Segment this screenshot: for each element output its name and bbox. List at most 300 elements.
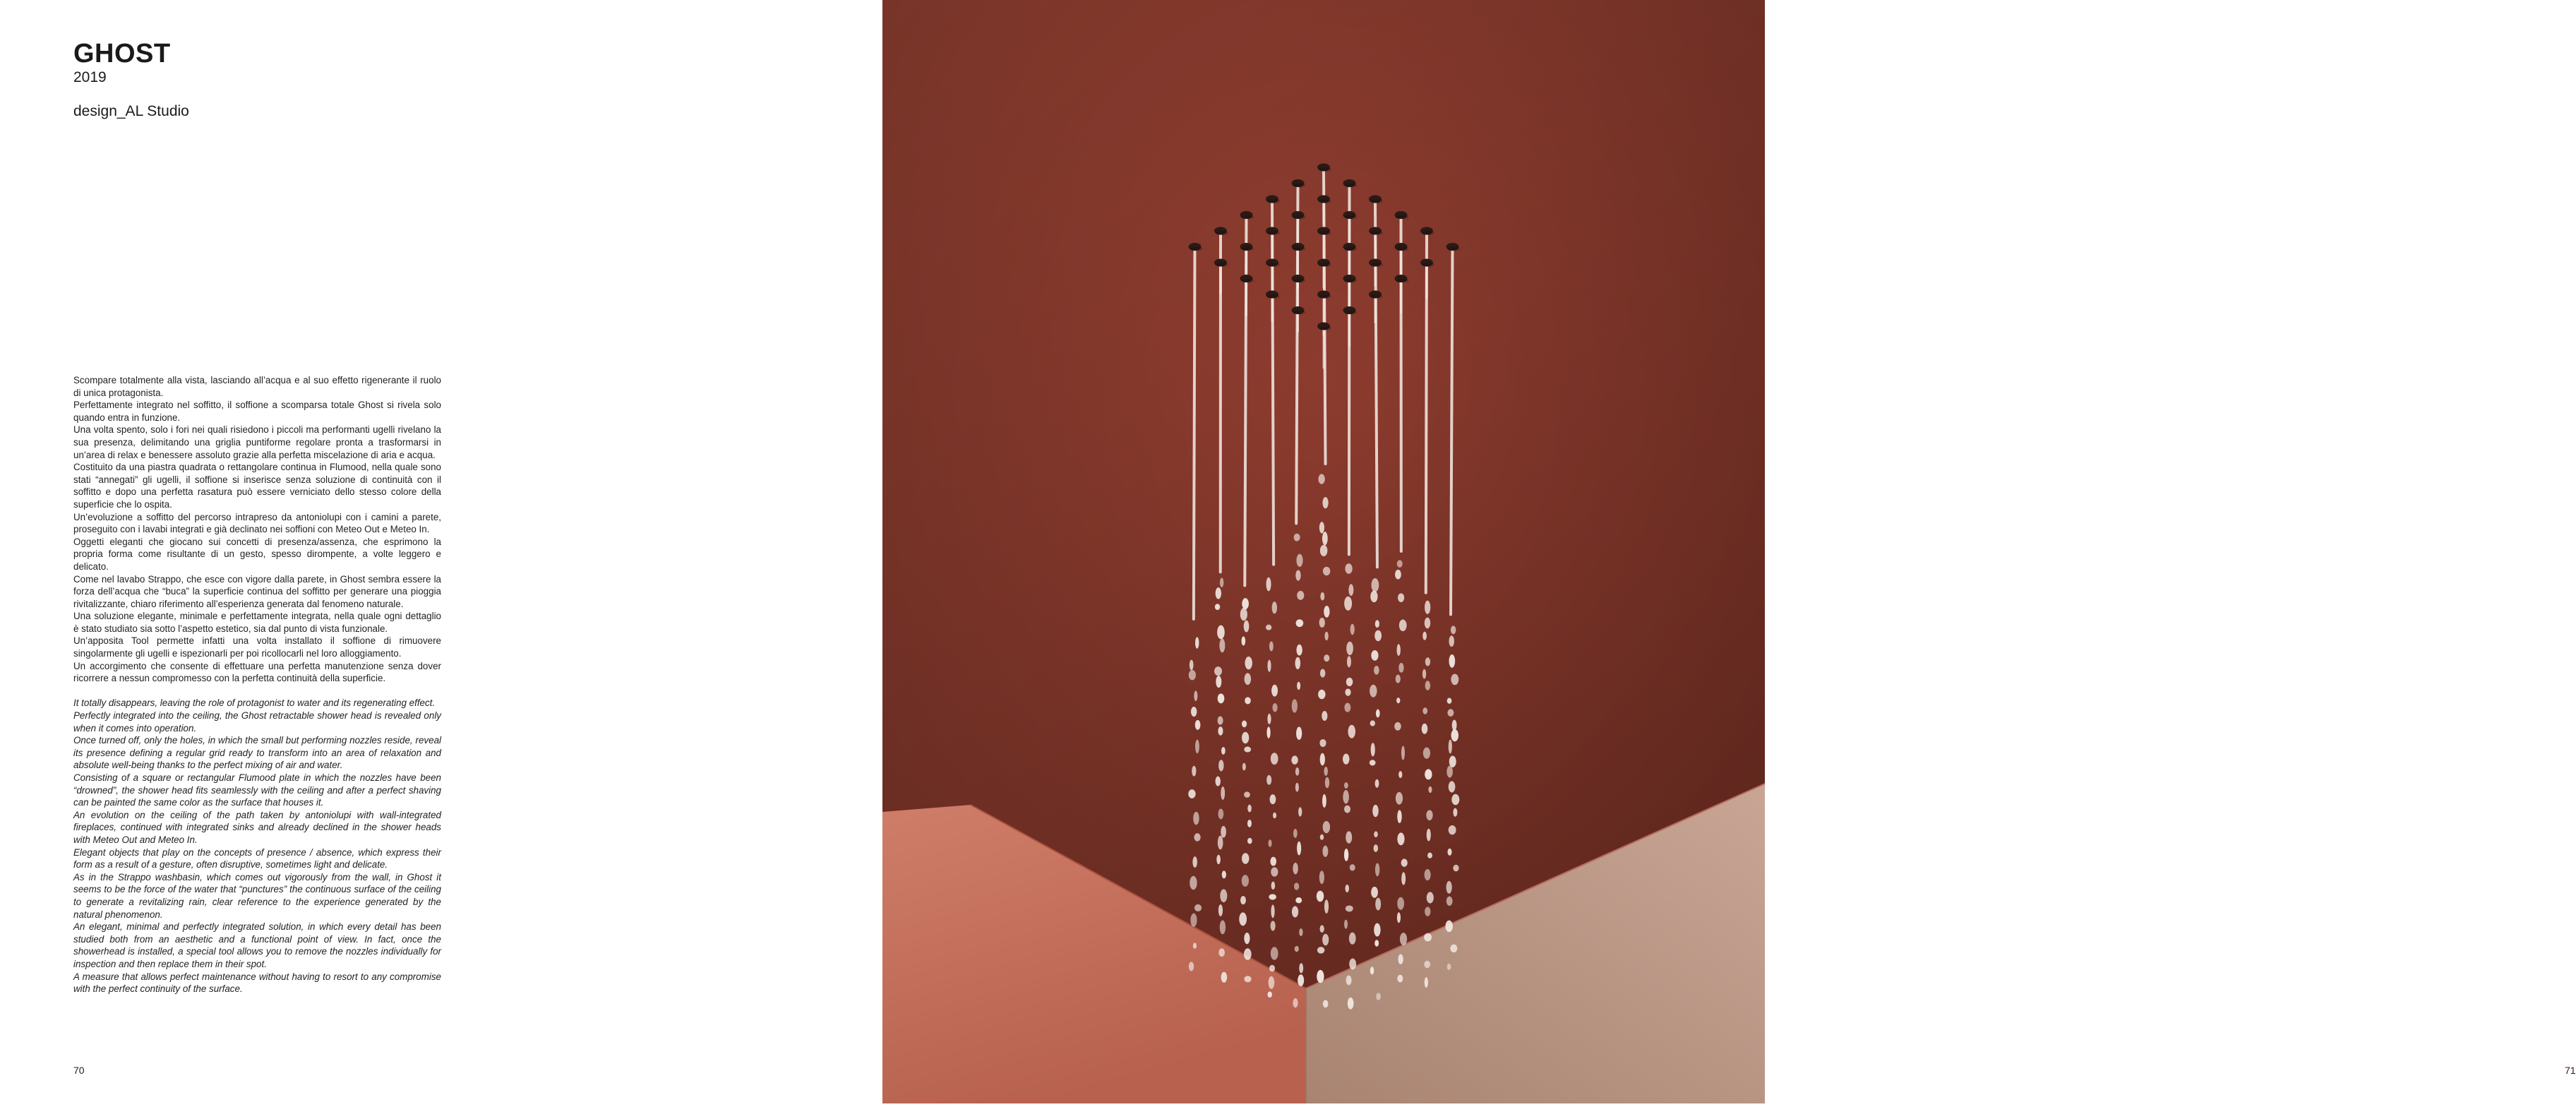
water-droplet: [1272, 602, 1277, 614]
water-droplet: [1220, 920, 1226, 934]
water-droplet: [1425, 869, 1431, 880]
water-droplet: [1346, 678, 1353, 686]
water-droplet: [1448, 849, 1452, 856]
water-droplet: [1347, 656, 1351, 667]
nozzle-shadow: [1396, 215, 1409, 220]
water-droplet: [1268, 991, 1272, 998]
water-droplet: [1370, 967, 1374, 974]
water-droplet: [1371, 578, 1379, 592]
nozzle-shadow: [1370, 199, 1383, 203]
english-paragraph: Once turned off, only the holes, in which the small but performing nozzles reside, reveal its presence defining a regular grid ready to transform into an area of relaxation and absolute well-being thanks to the perfect mixing of air and water.: [73, 734, 441, 772]
water-droplet: [1375, 863, 1379, 876]
water-stream-icon: [1194, 250, 1195, 619]
water-droplet: [1295, 946, 1299, 952]
water-droplet: [1317, 970, 1324, 983]
water-droplet: [1244, 948, 1252, 959]
water-droplet: [1422, 724, 1428, 734]
water-droplet: [1319, 618, 1325, 628]
water-droplet: [1297, 682, 1300, 690]
water-droplet: [1396, 792, 1403, 805]
water-droplet: [1322, 794, 1326, 808]
water-droplet: [1346, 976, 1352, 986]
water-droplet: [1451, 626, 1456, 634]
water-droplet: [1218, 948, 1225, 957]
water-droplet: [1374, 844, 1379, 852]
water-droplet: [1451, 794, 1459, 805]
nozzle-shadow: [1242, 215, 1254, 220]
water-droplet: [1292, 906, 1298, 917]
water-droplet: [1218, 760, 1224, 771]
water-droplet: [1295, 783, 1299, 792]
water-droplet: [1370, 685, 1377, 698]
water-droplet: [1374, 831, 1378, 837]
water-droplet: [1425, 681, 1430, 690]
water-droplet: [1295, 657, 1300, 669]
nozzle-shadow: [1396, 247, 1409, 251]
water-droplet: [1425, 601, 1430, 614]
water-droplet: [1323, 567, 1330, 575]
water-droplet: [1269, 641, 1274, 651]
water-droplet: [1244, 621, 1250, 633]
water-droplet: [1398, 954, 1403, 964]
water-droplet: [1349, 933, 1356, 945]
water-droplet: [1344, 703, 1350, 712]
italian-paragraph: Oggetti eleganti che giocano sui concetti di presenza/assenza, che esprimono la propria forma come risultante di un gesto, spesso dirompente, a volte leggero e delicato.: [73, 536, 441, 573]
water-droplet: [1425, 657, 1430, 666]
water-droplet: [1319, 925, 1324, 933]
water-droplet: [1345, 563, 1352, 574]
water-droplet: [1425, 618, 1430, 629]
water-droplet: [1446, 765, 1453, 777]
italian-paragraph: Un’evoluzione a soffitto del percorso intrapreso da antoniolupi con i camini a parete, proseguito con i lavabi integrati e già declinato nei soffioni con Meteo Out e Meteo In.: [73, 511, 441, 536]
water-droplet: [1397, 897, 1404, 910]
water-droplet: [1245, 697, 1251, 704]
water-droplet: [1422, 707, 1427, 714]
water-droplet: [1242, 875, 1249, 887]
nozzle-shadow: [1267, 231, 1280, 235]
water-droplet: [1297, 591, 1304, 600]
water-droplet: [1318, 690, 1325, 699]
water-droplet: [1398, 663, 1403, 673]
water-droplet: [1449, 825, 1456, 834]
nozzle-shadow: [1242, 247, 1254, 251]
water-droplet: [1374, 666, 1379, 675]
english-paragraph: Perfectly integrated into the ceiling, the Ghost retractable shower head is revealed only when it comes into operation.: [73, 710, 441, 734]
water-droplet: [1269, 839, 1272, 847]
water-droplet: [1242, 720, 1247, 727]
water-droplet: [1447, 964, 1451, 970]
water-droplet: [1221, 747, 1226, 755]
water-droplet: [1425, 906, 1430, 916]
water-droplet: [1322, 532, 1328, 545]
water-droplet: [1216, 587, 1221, 599]
shower-photo-illustration: [882, 0, 1765, 1103]
water-droplet: [1401, 858, 1408, 866]
left-page: [0, 0, 882, 1103]
water-droplet: [1317, 891, 1324, 902]
nozzle-shadow: [1345, 184, 1358, 188]
water-droplet: [1343, 754, 1350, 765]
water-droplet: [1453, 808, 1457, 817]
italian-paragraph: Come nel lavabo Strappo, che esce con vigore dalla parete, in Ghost sembra essere la forza dell’acqua che “buca” la superficie continua del soffitto per generare una pioggia rivitalizzante, chiaro riferimento all’esperienza generata dal fenomeno naturale.: [73, 573, 441, 611]
water-droplet: [1397, 832, 1404, 845]
english-paragraph: Consisting of a square or rectangular Flumood plate in which the nozzles have been “drowned”, the shower head fits seamlessly with the ceiling and after a perfect shaving can be painted the same color as the surface that houses it.: [73, 772, 441, 809]
water-droplet: [1319, 870, 1324, 884]
water-droplet: [1244, 933, 1250, 944]
water-droplet: [1214, 666, 1222, 676]
nozzle-shadow: [1216, 231, 1228, 235]
water-droplet: [1195, 637, 1199, 648]
water-droplet: [1267, 714, 1271, 724]
water-droplet: [1399, 619, 1407, 631]
water-droplet: [1319, 522, 1324, 533]
water-droplet: [1218, 726, 1223, 736]
water-droplet: [1215, 604, 1220, 610]
water-droplet: [1452, 720, 1457, 731]
water-droplet: [1370, 720, 1375, 726]
product-title: GHOST: [73, 40, 171, 69]
nozzle-shadow: [1319, 294, 1331, 299]
water-droplet: [1397, 644, 1401, 656]
water-droplet: [1343, 790, 1349, 803]
water-droplet: [1219, 638, 1225, 652]
water-droplet: [1242, 636, 1246, 645]
water-droplet: [1319, 739, 1326, 747]
water-droplet: [1324, 632, 1328, 640]
water-droplet: [1424, 961, 1430, 968]
water-droplet: [1270, 794, 1276, 804]
water-droplet: [1376, 710, 1380, 718]
water-droplet: [1345, 885, 1348, 892]
nozzle-shadow: [1422, 231, 1434, 235]
water-droplet: [1395, 570, 1401, 580]
water-droplet: [1348, 998, 1354, 1010]
water-droplet: [1222, 870, 1226, 878]
water-droplet: [1271, 882, 1276, 890]
english-paragraph: Elegant objects that play on the concepts of presence / absence, which express their form as a result of a gesture, often disruptive, sometimes light and delicate.: [73, 846, 441, 871]
water-droplet: [1401, 746, 1405, 760]
water-droplet: [1451, 674, 1458, 685]
english-paragraph: An elegant, minimal and perfectly integrated solution, in which every detail has been studied both from an aesthetic and a functional point of view. In fact, once the showerhead is installed, a special tool allows you to remove the nozzles individually for inspection and then replace them in their spot.: [73, 921, 441, 970]
nozzle-shadow: [1319, 326, 1331, 330]
water-droplet: [1397, 810, 1402, 823]
water-droplet: [1221, 786, 1225, 800]
water-droplet: [1320, 753, 1325, 766]
water-droplet: [1375, 898, 1381, 911]
nozzle-shadow: [1370, 231, 1383, 235]
water-droplet: [1271, 904, 1274, 918]
shower-photo: [882, 0, 1765, 1103]
water-droplet: [1371, 887, 1378, 898]
water-droplet: [1451, 729, 1458, 741]
water-droplet: [1218, 693, 1225, 703]
water-droplet: [1190, 876, 1197, 890]
water-droplet: [1425, 769, 1432, 779]
nozzle-shadow: [1422, 263, 1434, 267]
water-droplet: [1191, 707, 1197, 717]
water-droplet: [1346, 642, 1353, 655]
water-droplet: [1294, 534, 1300, 541]
english-paragraph: An evolution on the ceiling of the path taken by antoniolupi with wall-integrated fireplaces, continued with integrated sinks and already declined in the shower heads with Meteo Out and Meteo In.: [73, 809, 441, 846]
water-droplet: [1247, 838, 1252, 844]
water-droplet: [1400, 933, 1407, 945]
water-droplet: [1195, 740, 1199, 754]
water-droplet: [1320, 592, 1324, 601]
water-droplet: [1269, 894, 1276, 899]
nozzle-shadow: [1319, 199, 1331, 203]
water-droplet: [1271, 921, 1276, 931]
water-droplet: [1192, 766, 1196, 777]
water-droplet: [1220, 578, 1223, 587]
water-droplet: [1295, 570, 1300, 580]
water-droplet: [1271, 753, 1278, 765]
water-droplet: [1344, 920, 1348, 929]
water-droplet: [1245, 657, 1252, 669]
nozzle-shadow: [1293, 215, 1306, 220]
nozzle-shadow: [1319, 231, 1331, 235]
water-stream-icon: [1451, 250, 1452, 615]
nozzle-shadow: [1345, 215, 1358, 220]
water-droplet: [1299, 928, 1302, 936]
water-droplet: [1266, 578, 1271, 592]
product-designer: design_AL Studio: [73, 103, 189, 120]
water-droplet: [1324, 654, 1329, 662]
water-droplet: [1242, 853, 1249, 864]
nozzle-shadow: [1267, 199, 1280, 203]
water-droplet: [1446, 881, 1452, 894]
italian-paragraph: Costituito da una piastra quadrata o rettangolare continua in Flumood, nella quale sono stati “annegati” gli ugelli, il soffione si inserisce senza soluzione di continuità con il soffitto e dopo una perfetta rasatura può essere verniciato dello stesso colore della superficie che lo ospita.: [73, 461, 441, 510]
water-droplet: [1239, 912, 1247, 926]
water-droplet: [1346, 905, 1353, 911]
water-droplet: [1324, 606, 1329, 618]
water-droplet: [1297, 842, 1301, 856]
water-droplet: [1193, 812, 1199, 825]
water-droplet: [1344, 782, 1348, 789]
water-droplet: [1295, 767, 1299, 776]
water-droplet: [1188, 789, 1195, 798]
water-droplet: [1298, 974, 1304, 986]
water-droplet: [1318, 474, 1324, 484]
nozzle-shadow: [1370, 263, 1383, 267]
water-droplet: [1323, 821, 1330, 833]
water-droplet: [1217, 626, 1225, 640]
water-droplet: [1426, 810, 1432, 820]
water-droplet: [1273, 813, 1276, 818]
water-droplet: [1271, 867, 1278, 876]
water-droplet: [1394, 722, 1401, 731]
water-droplet: [1350, 864, 1355, 870]
italian-paragraph: Perfettamente integrato nel soffitto, il soffione a scomparsa totale Ghost si rivela solo quando entra in funzione.: [73, 399, 441, 424]
water-droplet: [1396, 674, 1401, 683]
water-droplet: [1320, 834, 1324, 840]
water-droplet: [1424, 933, 1432, 942]
water-droplet: [1348, 584, 1353, 596]
water-droplet: [1244, 976, 1251, 982]
water-droplet: [1447, 698, 1452, 704]
nozzle-shadow: [1448, 247, 1461, 251]
water-droplet: [1346, 831, 1352, 843]
water-droplet: [1374, 940, 1379, 947]
water-droplet: [1189, 670, 1196, 680]
water-droplet: [1296, 727, 1302, 740]
nozzle-shadow: [1293, 247, 1306, 251]
water-droplet: [1449, 654, 1455, 668]
nozzle-shadow: [1293, 311, 1306, 315]
water-droplet: [1322, 497, 1328, 508]
water-droplet: [1344, 806, 1350, 813]
water-droplet: [1401, 872, 1406, 885]
water-droplet: [1447, 709, 1454, 717]
water-droplet: [1344, 849, 1348, 861]
water-droplet: [1398, 593, 1404, 602]
water-droplet: [1293, 863, 1298, 874]
nozzle-shadow: [1293, 279, 1306, 283]
water-droplet: [1398, 771, 1402, 778]
nozzle-shadow: [1267, 294, 1280, 299]
water-droplet: [1324, 899, 1329, 914]
water-droplet: [1345, 688, 1350, 695]
nozzle-shadow: [1293, 184, 1306, 188]
water-droplet: [1195, 720, 1201, 730]
water-droplet: [1427, 892, 1434, 903]
water-droplet: [1293, 998, 1298, 1007]
water-droplet: [1320, 545, 1328, 556]
water-droplet: [1216, 855, 1221, 864]
water-droplet: [1298, 807, 1302, 816]
water-droplet: [1423, 748, 1430, 759]
water-droplet: [1221, 972, 1228, 983]
water-droplet: [1194, 904, 1202, 911]
water-droplet: [1427, 829, 1431, 842]
page-number-left: 70: [73, 1065, 85, 1076]
water-droplet: [1445, 921, 1452, 933]
water-droplet: [1422, 669, 1426, 679]
water-droplet: [1266, 775, 1271, 785]
water-droplet: [1370, 591, 1377, 603]
water-droplet: [1247, 805, 1252, 813]
water-droplet: [1371, 650, 1378, 661]
water-droplet: [1190, 914, 1197, 927]
water-droplet: [1344, 597, 1352, 611]
water-droplet: [1428, 786, 1432, 793]
water-droplet: [1374, 630, 1382, 642]
water-droplet: [1266, 625, 1271, 630]
water-droplet: [1325, 777, 1329, 789]
water-droplet: [1220, 890, 1227, 903]
water-droplet: [1240, 896, 1246, 904]
water-droplet: [1294, 882, 1299, 890]
italian-paragraph: Scompare totalmente alla vista, lasciando all’acqua e al suo effetto rigenerante il ruolo di unica protagonista.: [73, 374, 441, 399]
page-number-right: 71: [2565, 1065, 2576, 1076]
water-droplet: [1194, 833, 1200, 841]
italian-paragraph: Una soluzione elegante, minimale e perfettamente integrata, nella quale ogni dettaglio è stato studiato sia sotto l’aspetto estetico, sia dal punto di vista funzionale.: [73, 610, 441, 635]
water-droplet: [1449, 781, 1456, 792]
water-droplet: [1190, 660, 1194, 671]
product-year: 2019: [73, 69, 107, 86]
water-droplet: [1427, 853, 1432, 858]
water-droplet: [1193, 943, 1197, 948]
nozzle-shadow: [1216, 263, 1228, 267]
water-droplet: [1272, 703, 1277, 712]
water-droplet: [1450, 945, 1457, 952]
nozzle-shadow: [1190, 247, 1203, 251]
water-droplet: [1320, 669, 1326, 678]
water-droplet: [1292, 699, 1298, 712]
water-droplet: [1244, 747, 1251, 753]
water-droplet: [1322, 711, 1327, 721]
water-droplet: [1397, 560, 1403, 568]
water-droplet: [1218, 809, 1223, 820]
nozzle-shadow: [1396, 279, 1409, 283]
water-droplet: [1396, 698, 1400, 703]
water-droplet: [1296, 619, 1304, 627]
italian-paragraph: Un’apposita Tool permette infatti una volta installato il soffione di rimuovere singolarmente gli ugelli e ispezionarli per poi ricollocarli nel loro alloggiamento.: [73, 635, 441, 659]
water-droplet: [1349, 958, 1356, 969]
water-droplet: [1397, 912, 1401, 923]
water-droplet: [1295, 897, 1302, 903]
water-droplet: [1296, 554, 1302, 567]
water-droplet: [1271, 947, 1278, 960]
water-droplet: [1269, 976, 1275, 989]
nozzle-shadow: [1319, 167, 1331, 172]
nozzle-shadow: [1370, 294, 1383, 299]
water-droplet: [1216, 676, 1221, 688]
water-droplet: [1267, 660, 1271, 672]
water-droplet: [1221, 826, 1226, 838]
description-text: [73, 374, 441, 995]
english-paragraph: A measure that allows perfect maintenance without having to resort to any compromise with the perfect continuity of the surface.: [73, 971, 441, 995]
nozzle-shadow: [1267, 263, 1280, 267]
water-droplet: [1397, 975, 1403, 983]
water-droplet: [1317, 947, 1325, 954]
nozzle-shadow: [1345, 247, 1358, 251]
water-droplet: [1271, 685, 1278, 697]
water-droplet: [1449, 740, 1452, 754]
water-droplet: [1242, 763, 1246, 771]
water-droplet: [1242, 732, 1249, 743]
water-droplet: [1244, 791, 1250, 797]
water-droplet: [1218, 836, 1223, 850]
water-droplet: [1348, 725, 1355, 738]
water-droplet: [1218, 717, 1223, 725]
water-droplet: [1372, 805, 1379, 817]
water-droplet: [1242, 598, 1249, 609]
water-droplet: [1324, 767, 1327, 776]
water-droplet: [1245, 673, 1252, 685]
water-droplet: [1425, 977, 1428, 988]
nozzle-shadow: [1345, 311, 1358, 315]
paragraph-gap: [73, 685, 441, 698]
water-droplet: [1323, 1000, 1329, 1007]
water-droplet: [1446, 897, 1453, 906]
water-droplet: [1216, 777, 1221, 786]
water-droplet: [1375, 779, 1379, 788]
water-droplet: [1266, 726, 1270, 738]
water-droplet: [1194, 690, 1197, 701]
italian-paragraph: Un accorgimento che consente di effettuare una perfetta manutenzione senza dover ricorrere a nessun compromesso con la perfetta continuità della superficie.: [73, 660, 441, 685]
water-droplet: [1375, 620, 1379, 628]
english-paragraph: It totally disappears, leaving the role of protagonist to water and its regenerating effect.: [73, 697, 441, 710]
water-droplet: [1322, 934, 1329, 946]
water-droplet: [1374, 923, 1380, 937]
water-droplet: [1370, 760, 1376, 765]
water-droplet: [1291, 755, 1298, 764]
english-paragraph: As in the Strappo washbasin, which comes out vigorously from the wall, in Ghost it seems to be the force of the water that “punctures” the continuous surface of the ceiling to generate a revitalizing rain, clear reference to the experience generated by the natural phenomenon.: [73, 871, 441, 921]
water-droplet: [1247, 820, 1252, 827]
water-droplet: [1293, 829, 1298, 838]
water-droplet: [1371, 743, 1375, 756]
water-droplet: [1449, 635, 1454, 647]
